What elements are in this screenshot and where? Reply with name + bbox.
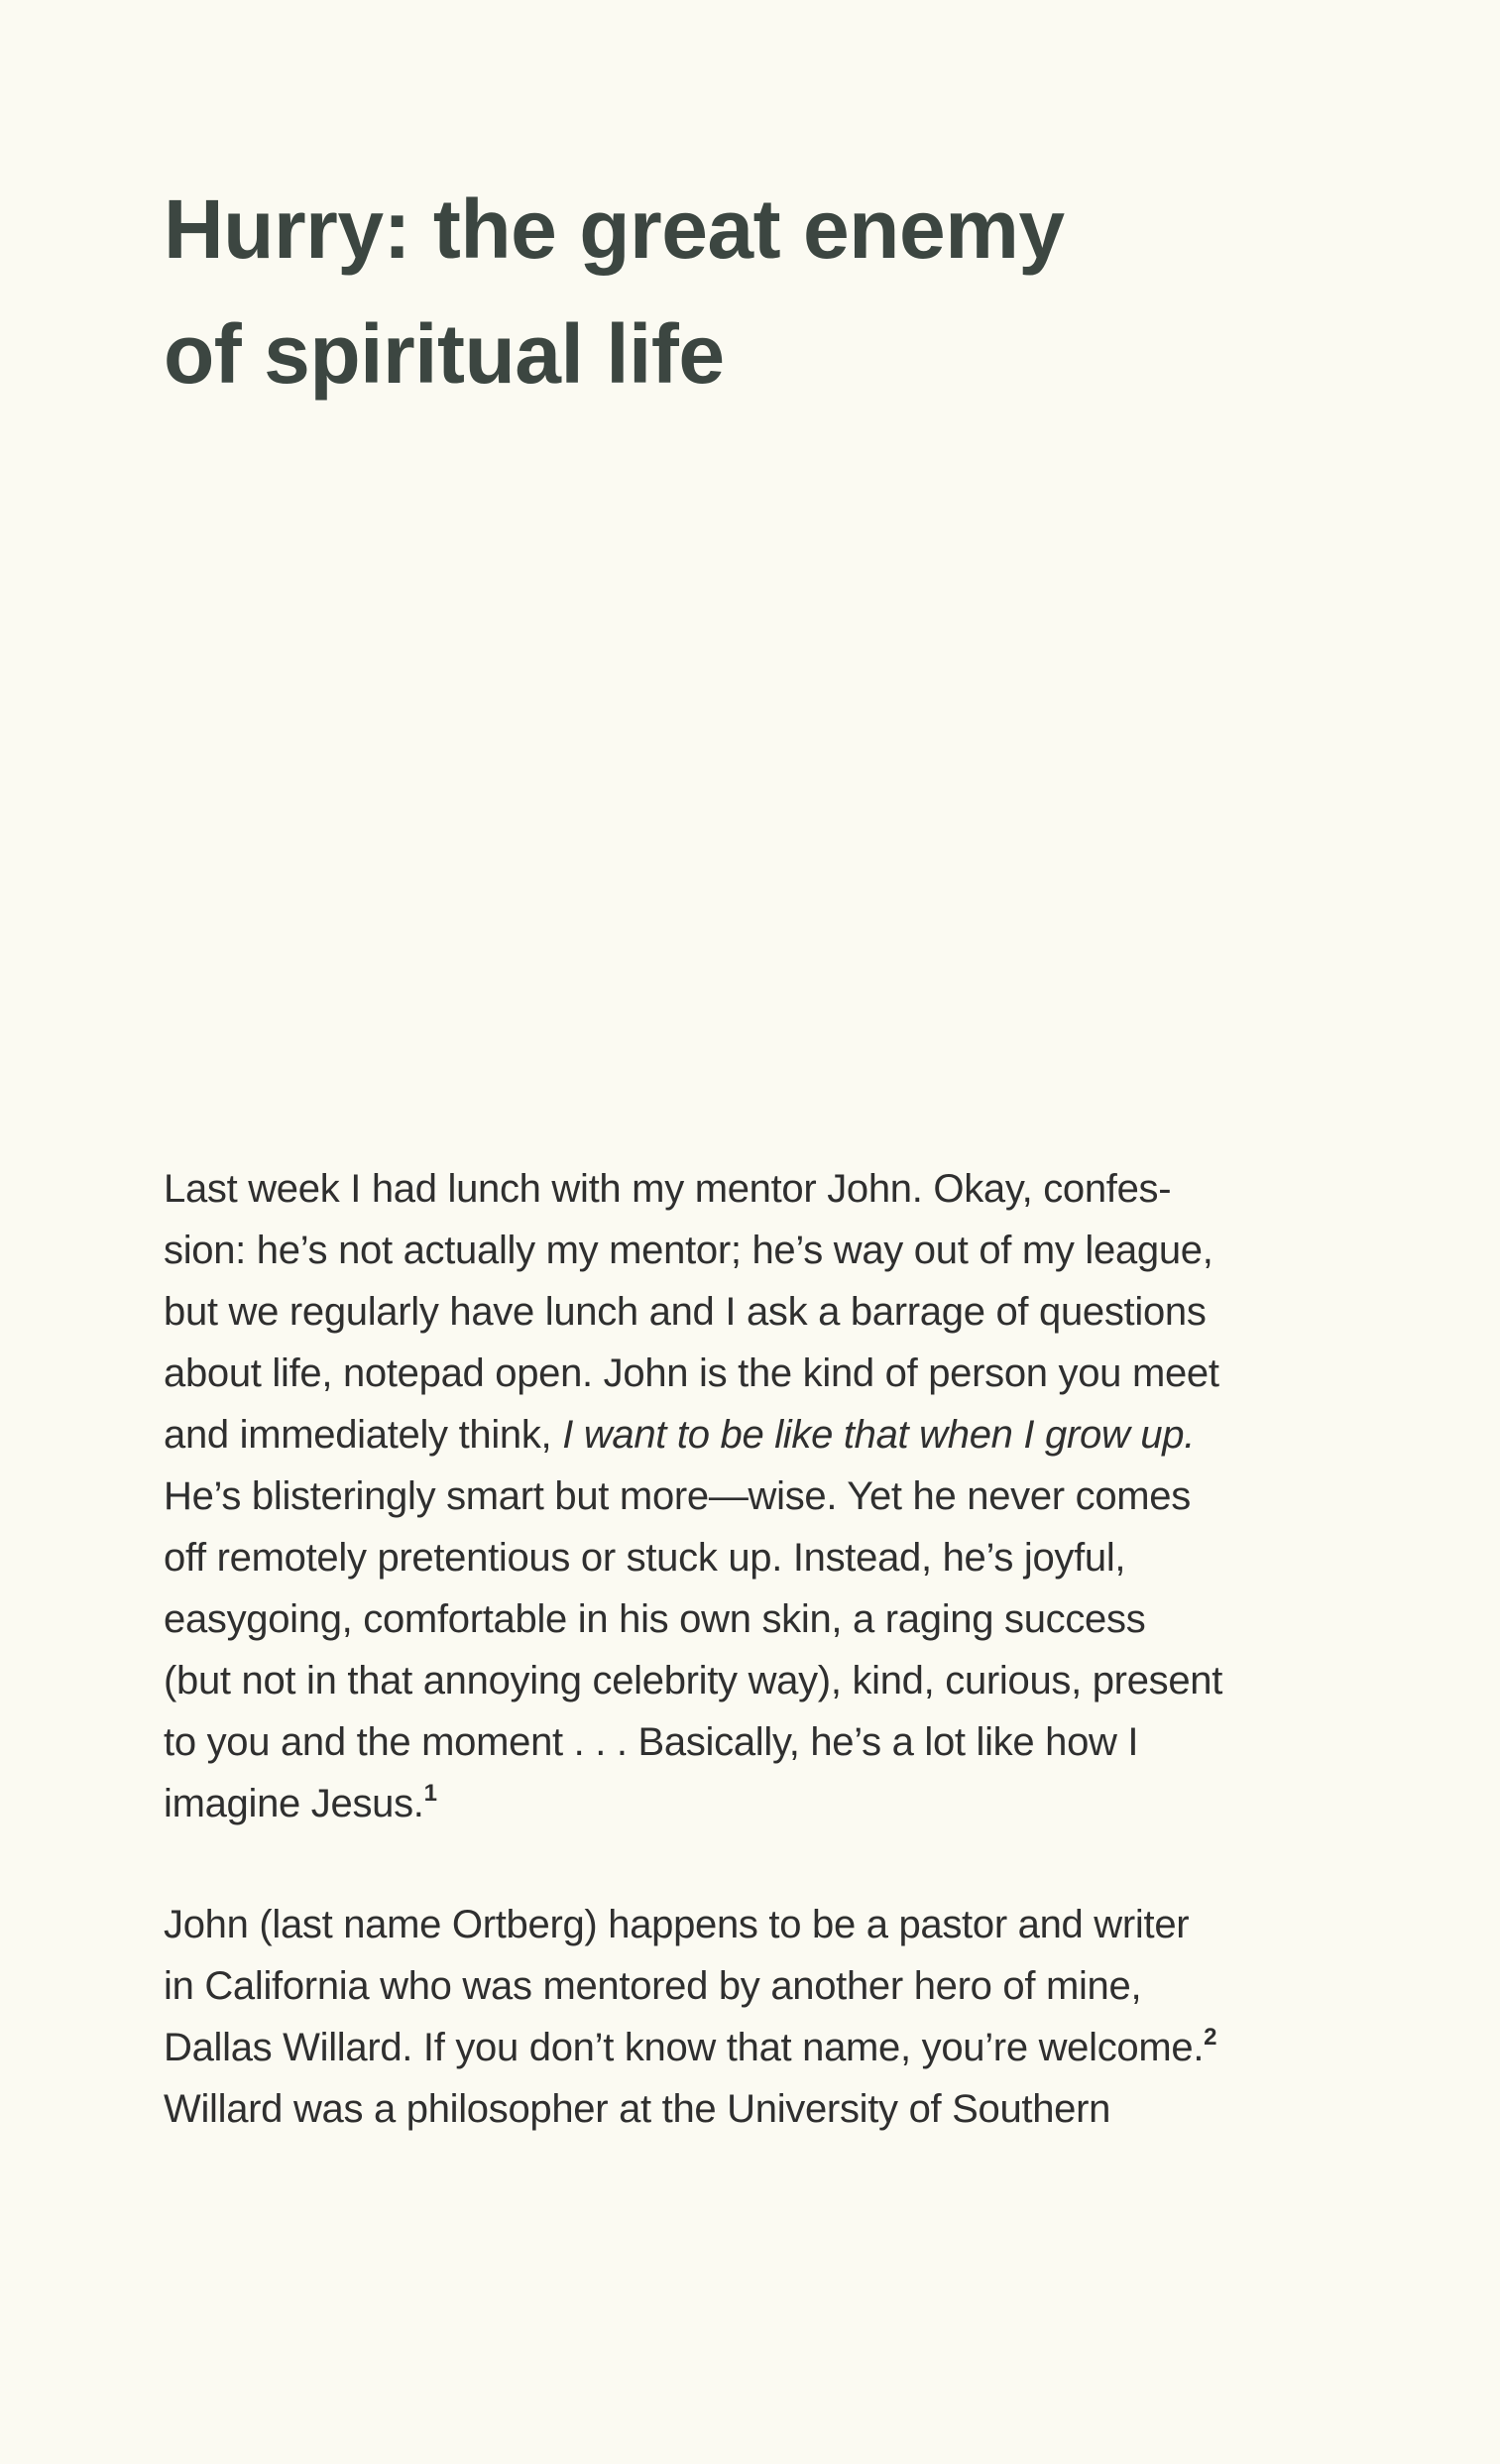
text-line: in California who was mentored by another hero of mine, — [164, 1964, 1142, 2008]
chapter-title-line: Hurry: the great enemy — [164, 182, 1065, 276]
text-line-with-italic — [164, 1404, 1373, 1466]
text-line: about life, notepad open. John is the kind of person you meet — [164, 1351, 1219, 1395]
paragraph-1 — [164, 1158, 1373, 1834]
text-line: Last week I had lunch with my mentor John. Okay, confes- — [164, 1167, 1172, 1211]
text-line: sion: he’s not actually my mentor; he’s way out of my league, — [164, 1229, 1213, 1272]
text-line-with-footnote — [164, 1773, 1373, 1834]
text-line: John (last name Ortberg) happens to be a pastor and writer — [164, 1903, 1190, 1946]
text-line: to you and the moment . . . Basically, he’s a lot like how I — [164, 1720, 1139, 1764]
text-line: easygoing, comfortable in his own skin, a raging success — [164, 1597, 1146, 1641]
paragraph-2 — [164, 1894, 1373, 2140]
italic-thought: I want to be like that when I grow up. — [562, 1413, 1196, 1457]
text-line: but we regularly have lunch and I ask a barrage of questions — [164, 1290, 1207, 1334]
text-fragment: Dallas Willard. If you don’t know that name, you’re welcome. — [164, 2026, 1205, 2069]
text-line: Willard was a philosopher at the University of Southern — [164, 2087, 1111, 2131]
footnote-mark: 1 — [423, 1780, 437, 1807]
chapter-title-line: of spiritual life — [164, 307, 725, 401]
text-line: He’s blisteringly smart but more—wise. Yet he never comes — [164, 1474, 1191, 1518]
text-line: (but not in that annoying celebrity way), kind, curious, present — [164, 1659, 1223, 1702]
text-fragment: and immediately think, — [164, 1413, 563, 1457]
text-line-with-footnote — [164, 2017, 1373, 2078]
chapter-title — [164, 167, 1403, 416]
text-fragment: imagine Jesus. — [164, 1782, 424, 1825]
footnote-mark: 2 — [1204, 2024, 1217, 2051]
text-line: off remotely pretentious or stuck up. Instead, he’s joyful, — [164, 1536, 1126, 1580]
